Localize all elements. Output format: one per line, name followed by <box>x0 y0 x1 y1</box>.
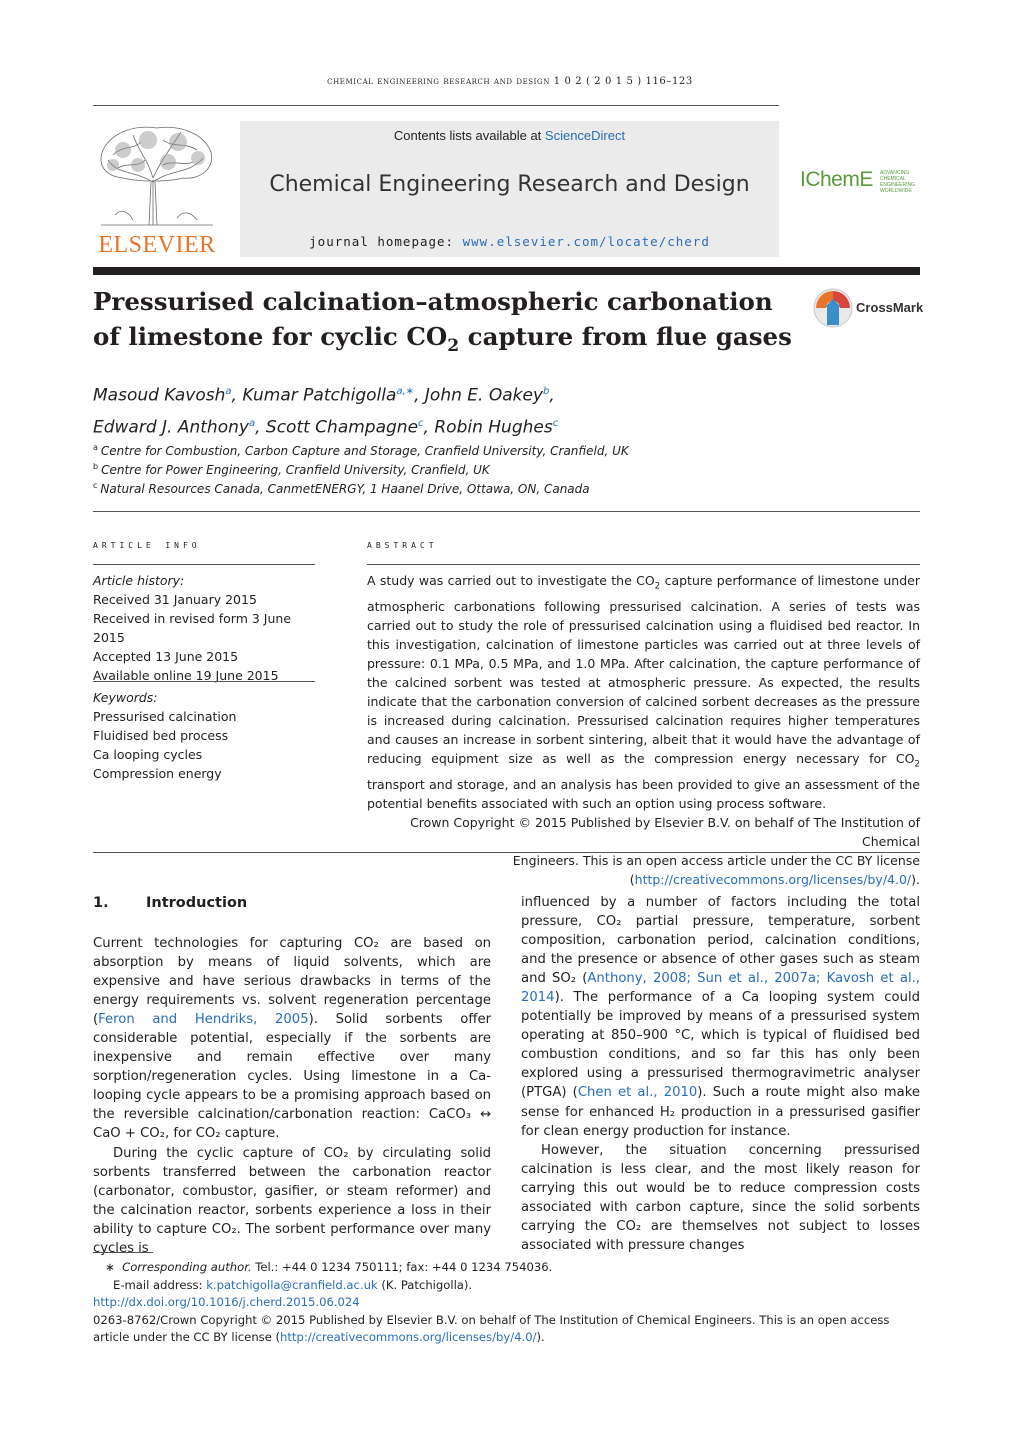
running-header: chemical engineering research and design 1 0 2 ( 2 0 1 5 ) 116–123 <box>327 76 693 87</box>
paragraph: influenced by a number of factors including the total pressure, CO₂ partial pressure, temperature, sorbent composition, carbonation period, calcination conditions, and the presence or absence of other gases such as steam and SO₂ (Anthony, 2008; Sun et al., 2007a; Kavosh et al., 2014). The performance of a Ca looping system could potentially be improved by means of a pressurised system operating at 850–900 °C, which is typical of fluidised bed combustion conditions, and so far this has only been explored using a pressurised thermogravimetric analyser (PTGA) (Chen et al., 2010). Such a route might also make sense for enhanced H₂ production in a pressurised gasifier for clean energy production for instance. <box>521 895 920 1139</box>
abstract-rule <box>367 564 920 565</box>
history-item: Accepted 13 June 2015 <box>93 649 239 664</box>
author-name[interactable]: John E. Oakey <box>424 385 543 406</box>
keywords: Keywords: Pressurised calcination Fluidised bed process Ca looping cycles Compression energy <box>93 688 315 783</box>
author-name[interactable]: Scott Champagne <box>265 417 419 438</box>
article-info-rule <box>93 564 315 565</box>
issn-line: 0263-8762/Crown Copyright © 2015 Published by Elsevier B.V. on behalf of The Institution of Chemical Engineers. This is an open access <box>93 1312 890 1327</box>
history-item: Available online 19 June 2015 <box>93 668 279 683</box>
article-history: Article history: Received 31 January 2015 Received in revised form 3 June 2015 Accepted 13 June 2015 Available online 19 June 2015 <box>93 571 315 685</box>
homepage-link[interactable]: www.elsevier.com/locate/cherd <box>462 234 710 249</box>
section-number: 1. <box>93 895 109 911</box>
icheme-wordmark: IChemE <box>800 168 873 191</box>
contents-line: Contents lists available at ScienceDirect <box>393 128 626 143</box>
paragraph: Current technologies for capturing CO₂ are based on absorption by means of liquid solvents, which are expensive and have serious drawbacks in terms of the energy requirements vs. solvent regeneration percentage (Feron and Hendriks, 2005). Solid sorbents offer considerable potential, especially if the sorbents are inexpensive and remain effective over many sorption/regeneration cycles. Using limestone in a Ca-looping cycle appears to be a promising approach based on the reversible calcination/carbonation reaction: CaCO₃ ↔ CaO + CO₂, for CO₂ capture. <box>93 936 491 1142</box>
masthead-bar <box>93 267 920 275</box>
author-name[interactable]: Robin Hughes <box>434 417 553 438</box>
license-line: article under the CC BY license (http://creativecommons.org/licenses/by/4.0/). <box>93 1330 545 1344</box>
doi-link[interactable]: http://dx.doi.org/10.1016/j.cherd.2015.06.024 <box>93 1295 360 1309</box>
footnotes <box>93 1259 920 1347</box>
footnote-rule <box>93 1252 153 1253</box>
history-item: Received 31 January 2015 <box>93 592 257 607</box>
header-rule <box>93 105 779 106</box>
icheme-logo <box>800 168 920 198</box>
sciencedirect-link[interactable]: ScienceDirect <box>544 128 626 143</box>
article-title: Pressurised calcination–atmospheric carbonation of limestone for cyclic $CO_2$ capture from flue gases <box>93 287 792 356</box>
keyword-item: Compression energy <box>93 766 222 781</box>
abstract-heading: abstract <box>367 538 438 551</box>
history-item: Received in revised form 3 June 2015 <box>93 611 292 645</box>
icheme-tagline: ADVANCING CHEMICAL ENGINEERING WORLDWIDE <box>880 170 916 194</box>
affiliation: $^c$ Natural Resources Canada, CanmetENERGY, 1 Haanel Drive, Ottawa, ON, Canada <box>93 481 590 496</box>
section-heading: Introduction <box>146 895 248 911</box>
crossmark-badge[interactable] <box>812 287 922 329</box>
article-info-heading: article info <box>93 538 201 551</box>
email-note: E-mail address: k.patchigolla@cranfield.ac.uk (K. Patchigolla). <box>113 1277 473 1292</box>
abstract-text: A study was carried out to investigate the $CO_2$ capture performance of limestone under atmospheric carbonations following pressurised calcination. A series of tests was carried out to study the role of pressurised calcination using a fluidised bed reactor. In this investigation, calcination of limestone particles was carried out at three levels of pressure: 0.1 MPa, 0.5 MPa, and 1.0 MPa. After calcination, the capture performance of the calcined sorbent was tested at atmospheric pressure. As expected, the results indicate that the carbonation conversion of calcined sorbent decreases as the pressure is increased during calcination. Pressurised calcination requires higher temperatures and causes an increase in sorbent sintering, albeit that it would have the advantage of reducing equipment size as well as the compression energy necessary for $CO_2$ transport and storage, and an analysis has been provided to give an assessment of the potential benefits associated with such an option using process software. Crown Copyright © 2015 Published by Elsevier B.V. on behalf of The Institution of Chemical Engineers. This is an open access article under the CC BY license (http://creativecommons.org/licenses/by/4.0/). <box>367 571 920 890</box>
keywords-rule <box>93 681 315 682</box>
crossmark-label: CrossMark <box>856 300 924 315</box>
journal-name: Chemical Engineering Research and Design <box>269 172 750 197</box>
email-link[interactable]: k.patchigolla@cranfield.ac.uk <box>206 1277 378 1292</box>
intro-right-column <box>521 893 920 1255</box>
footer-license-link[interactable]: http://creativecommons.org/licenses/by/4.0/ <box>280 1330 537 1344</box>
author-list: Masoud Kavosh$^a$, Kumar Patchigolla$^{a,∗}$, John E. Oakey$^b$, Edward J. Anthony$^a$, Scott Champagne$^c$, Robin Hughes$^c$ <box>93 385 559 438</box>
crossmark-icon <box>812 287 854 329</box>
keyword-item: Pressurised calcination <box>93 709 237 724</box>
intro-left-column <box>93 934 491 1258</box>
keyword-item: Fluidised bed process <box>93 728 229 743</box>
elsevier-wordmark: ELSEVIER <box>98 232 216 258</box>
citation-link[interactable]: Feron and Hendriks, 2005 <box>98 1012 309 1028</box>
affiliation: $^b$ Centre for Power Engineering, Cranfield University, Cranfield, UK <box>93 462 490 477</box>
citation-link[interactable]: Anthony, 2008; Sun et al., 2007a; Kavosh et al., 2014 <box>521 971 920 1006</box>
corresponding-author-note: ∗ Corresponding author. Tel.: +44 0 1234 750111; fax: +44 0 1234 754036. <box>105 1260 553 1274</box>
author-name[interactable]: Kumar Patchigolla <box>242 385 397 406</box>
author-name[interactable]: Masoud Kavosh <box>93 385 226 406</box>
abstract-copyright: Crown Copyright © 2015 Published by Elsevier B.V. on behalf of The Institution of Chemical Engineers. This is an open access article under the CC BY license (http://creativecommons.org/licenses/by/4.0/). <box>410 815 920 888</box>
author-name[interactable]: Edward J. Anthony <box>93 417 249 438</box>
journal-homepage: journal homepage: www.elsevier.com/locate/cherd <box>309 234 710 249</box>
keyword-item: Ca looping cycles <box>93 747 203 762</box>
citation-link[interactable]: Chen et al., 2010 <box>577 1085 698 1101</box>
paragraph: During the cyclic capture of CO₂ by circulating solid sorbents transferred between the carbonation reactor (carbonator, combustor, gasifier, or steam reformer) and the calcination reactor, sorbents experience a loss in their ability to capture CO₂. The sorbent performance over many cycles is <box>93 1145 491 1256</box>
abstract-end-rule <box>93 852 920 853</box>
license-link[interactable]: http://creativecommons.org/licenses/by/4.0/ <box>634 872 912 888</box>
paragraph: However, the situation concerning pressurised calcination is less clear, and the most likely reason for carrying this out would be to reduce compression costs associated with carbon capture, since the solid sorbents carrying the CO₂ are themselves not subject to losses associated with pressure changes <box>521 1142 920 1253</box>
section-rule <box>93 511 920 512</box>
affiliation: $^a$ Centre for Combustion, Carbon Capture and Storage, Cranfield University, Cranfield, UK <box>93 443 629 458</box>
